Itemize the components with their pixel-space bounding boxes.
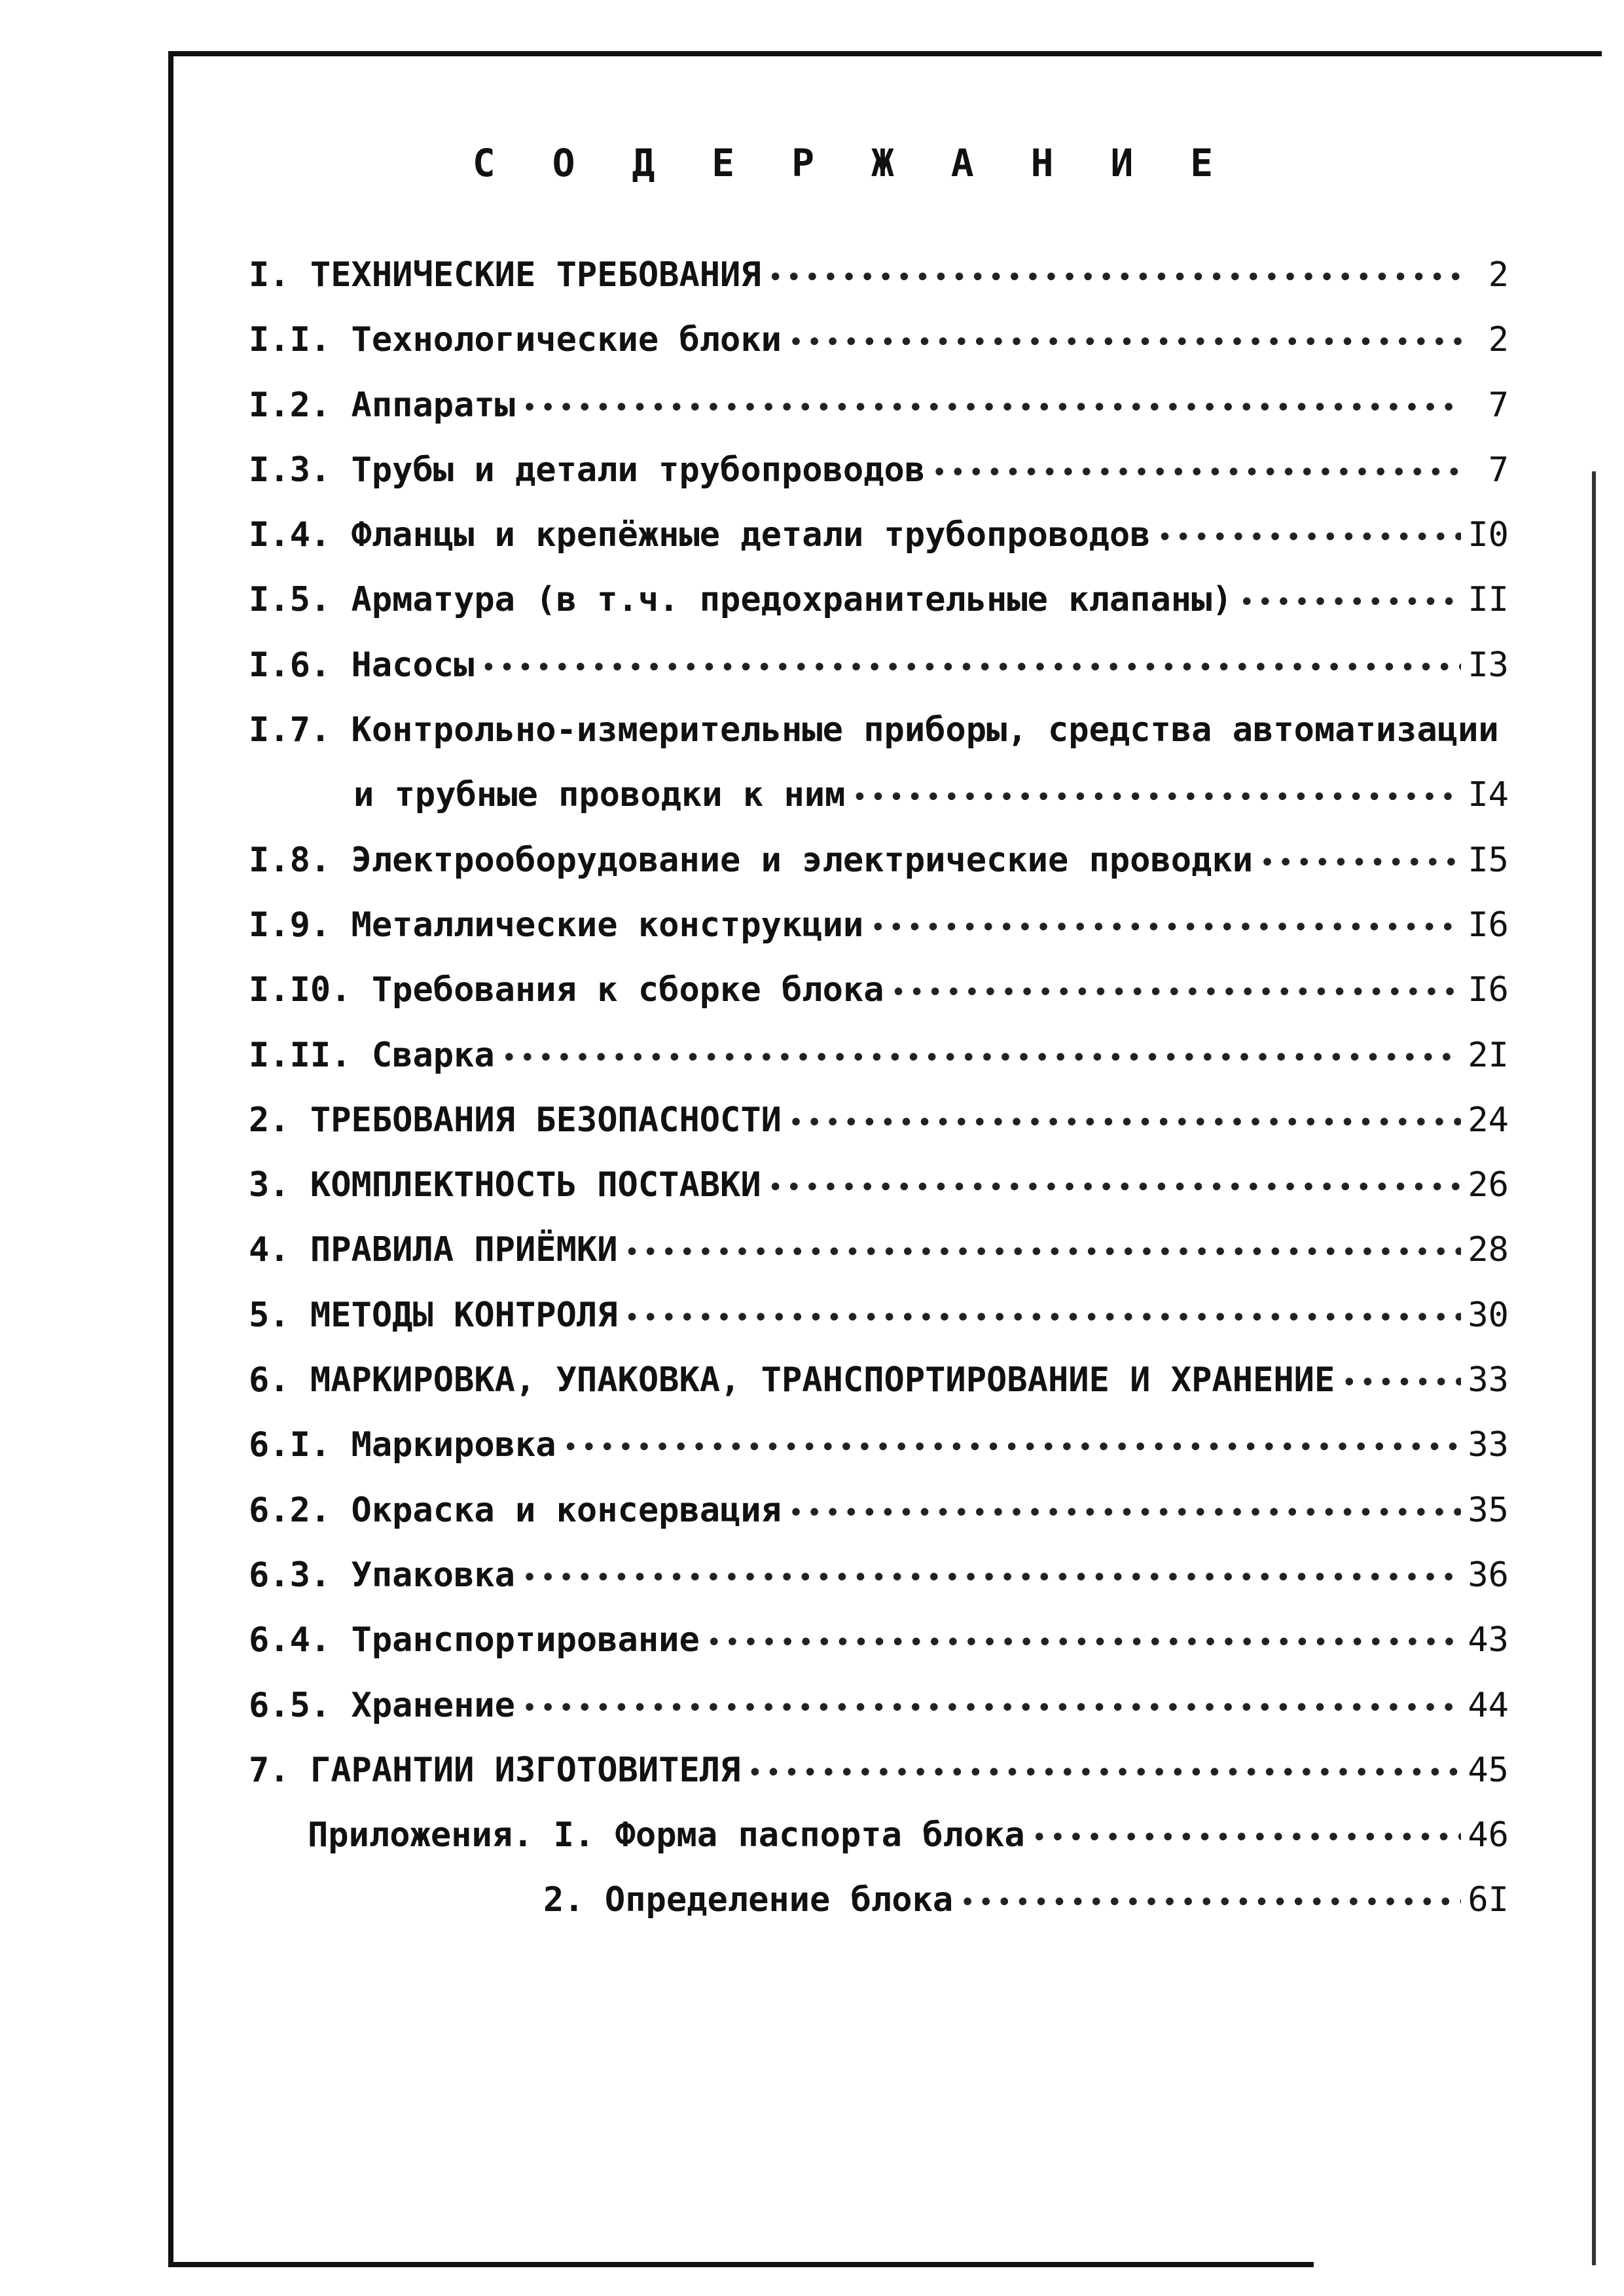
toc-entry-page: 2I xyxy=(1468,1035,1509,1075)
dot-leader xyxy=(1341,1368,1461,1398)
toc-entry-label: I.6. Насосы xyxy=(249,645,475,685)
toc-entry-page: 6I xyxy=(1468,1880,1509,1920)
toc-entry xyxy=(249,1360,1509,1425)
toc-entry-page: I5 xyxy=(1468,840,1509,880)
toc-entry xyxy=(249,320,1509,385)
dot-leader xyxy=(1239,587,1462,617)
toc-entry-page: 36 xyxy=(1468,1555,1509,1595)
dot-leader xyxy=(788,1498,1461,1528)
toc-entry-label: I.I0. Требования к сборке блока xyxy=(249,970,884,1010)
toc-entry xyxy=(249,1686,1509,1751)
toc-entry-page: 7 xyxy=(1488,385,1509,425)
toc-entry-continuation xyxy=(249,775,1509,840)
toc-entry xyxy=(249,1751,1509,1815)
toc-entry xyxy=(249,1296,1509,1360)
toc-entry xyxy=(249,646,1509,710)
dot-leader xyxy=(788,327,1463,357)
frame-right-border xyxy=(1592,471,1596,2265)
toc-entry-page: II xyxy=(1468,580,1509,620)
toc-entry xyxy=(249,1230,1509,1295)
dot-leader xyxy=(522,1563,1461,1593)
dot-leader xyxy=(522,393,1463,423)
toc-entry-page: 44 xyxy=(1468,1685,1509,1725)
toc-entry-label: 6.I. Маркировка xyxy=(249,1425,556,1465)
toc-entry-label: и трубные проводки к ним xyxy=(353,775,846,815)
toc-entry-page: 33 xyxy=(1468,1360,1509,1400)
toc-entry-label: 6.2. Окраска и консервация xyxy=(249,1490,782,1530)
toc-entry xyxy=(249,386,1509,450)
toc-entry-page: 7 xyxy=(1488,450,1509,490)
page-title: С О Д Е Р Ж А Н И Е xyxy=(472,141,1231,185)
toc-entry-page: I6 xyxy=(1468,905,1509,945)
dot-leader xyxy=(706,1628,1462,1658)
toc-entry-label: 6. МАРКИРОВКА, УПАКОВКА, ТРАНСПОРТИРОВАНИЕ И ХРАНЕНИЕ xyxy=(249,1360,1335,1400)
dot-leader xyxy=(624,1237,1462,1267)
toc-entry xyxy=(249,450,1509,515)
toc-entry-label: I.7. Контрольно-измерительные приборы, средства автоматизации xyxy=(249,710,1499,750)
toc-entry xyxy=(249,580,1509,645)
toc-entry-label: I. ТЕХНИЧЕСКИЕ ТРЕБОВАНИЯ xyxy=(249,255,761,295)
toc-entry-label: I.II. Сварка xyxy=(249,1035,495,1075)
dot-leader xyxy=(788,1108,1461,1138)
toc-entry-page: 43 xyxy=(1468,1620,1509,1660)
toc-entry-label: 3. КОМПЛЕКТНОСТЬ ПОСТАВКИ xyxy=(249,1165,761,1205)
toc-entry-page: 2 xyxy=(1488,255,1509,295)
dot-leader xyxy=(480,653,1461,683)
toc-entry-appendix xyxy=(249,1815,1509,1880)
dot-leader xyxy=(1032,1823,1462,1853)
toc-entry-label: I.4. Фланцы и крепёжные детали трубопроводов xyxy=(249,515,1151,555)
toc-entry xyxy=(249,970,1509,1035)
toc-entry xyxy=(249,255,1509,320)
toc-entry xyxy=(249,905,1509,970)
dot-leader xyxy=(747,1758,1461,1788)
toc-entry-label: 2. ТРЕБОВАНИЯ БЕЗОПАСНОСТИ xyxy=(249,1100,782,1140)
toc-entry-page: I3 xyxy=(1468,645,1509,685)
dot-leader xyxy=(501,1043,1462,1073)
dot-leader xyxy=(960,1887,1461,1918)
toc-entry-label: I.I. Технологические блоки xyxy=(249,320,782,360)
toc-entry-page: 35 xyxy=(1468,1490,1509,1530)
toc-entry xyxy=(249,841,1509,905)
dot-leader xyxy=(852,782,1461,812)
dot-leader xyxy=(624,1303,1462,1333)
toc-entry xyxy=(249,710,1509,775)
toc-entry xyxy=(249,1491,1509,1556)
toc-entry xyxy=(249,1556,1509,1620)
toc-entry xyxy=(249,515,1509,580)
table-of-contents xyxy=(249,255,1509,1946)
toc-entry-label: 2. Определение блока xyxy=(543,1880,954,1920)
toc-entry-page: 28 xyxy=(1468,1230,1509,1270)
toc-entry xyxy=(249,1036,1509,1101)
toc-entry-label: I.3. Трубы и детали трубопроводов xyxy=(249,450,926,490)
toc-entry-label: I.9. Металлические конструкции xyxy=(249,905,864,945)
toc-entry-page: I6 xyxy=(1468,970,1509,1010)
toc-entry-label: Приложения. I. Форма паспорта блока xyxy=(308,1815,1025,1855)
toc-entry-page: I4 xyxy=(1468,775,1509,815)
toc-entry-label: I.8. Электрооборудование и электрические проводки xyxy=(249,840,1254,880)
dot-leader xyxy=(931,458,1463,488)
dot-leader xyxy=(1157,522,1462,553)
toc-entry-page: 33 xyxy=(1468,1425,1509,1465)
frame-top-border xyxy=(168,51,1602,56)
toc-entry-label: I.5. Арматура (в т.ч. предохранительные клапаны) xyxy=(249,580,1233,620)
toc-entry-page: 46 xyxy=(1468,1815,1509,1855)
toc-entry-label: 5. МЕТОДЫ КОНТРОЛЯ xyxy=(249,1295,618,1335)
dot-leader xyxy=(522,1693,1461,1723)
toc-entry-page: 24 xyxy=(1468,1100,1509,1140)
dot-leader xyxy=(768,263,1463,293)
toc-entry xyxy=(249,1620,1509,1685)
dot-leader xyxy=(563,1432,1462,1463)
toc-entry-appendix xyxy=(249,1880,1509,1945)
dot-leader xyxy=(870,913,1461,943)
toc-entry xyxy=(249,1425,1509,1490)
frame-bottom-border xyxy=(168,2262,1314,2267)
frame-left-border xyxy=(168,51,173,2267)
dot-leader xyxy=(768,1173,1462,1203)
dot-leader xyxy=(891,977,1462,1008)
toc-entry-page: 26 xyxy=(1468,1165,1509,1205)
toc-entry-page: 30 xyxy=(1468,1295,1509,1335)
dot-leader xyxy=(1259,848,1461,878)
toc-entry xyxy=(249,1165,1509,1230)
toc-entry-label: I.2. Аппараты xyxy=(249,385,515,425)
toc-entry-page: 45 xyxy=(1468,1750,1509,1790)
toc-entry-label: 6.5. Хранение xyxy=(249,1685,515,1725)
toc-entry xyxy=(249,1101,1509,1165)
toc-entry-label: 7. ГАРАНТИИ ИЗГОТОВИТЕЛЯ xyxy=(249,1750,741,1790)
toc-entry-label: 6.4. Транспортирование xyxy=(249,1620,700,1660)
toc-entry-page: I0 xyxy=(1468,515,1509,555)
toc-entry-label: 4. ПРАВИЛА ПРИЁМКИ xyxy=(249,1230,618,1270)
toc-entry-page: 2 xyxy=(1488,320,1509,360)
toc-entry-label: 6.3. Упаковка xyxy=(249,1555,515,1595)
